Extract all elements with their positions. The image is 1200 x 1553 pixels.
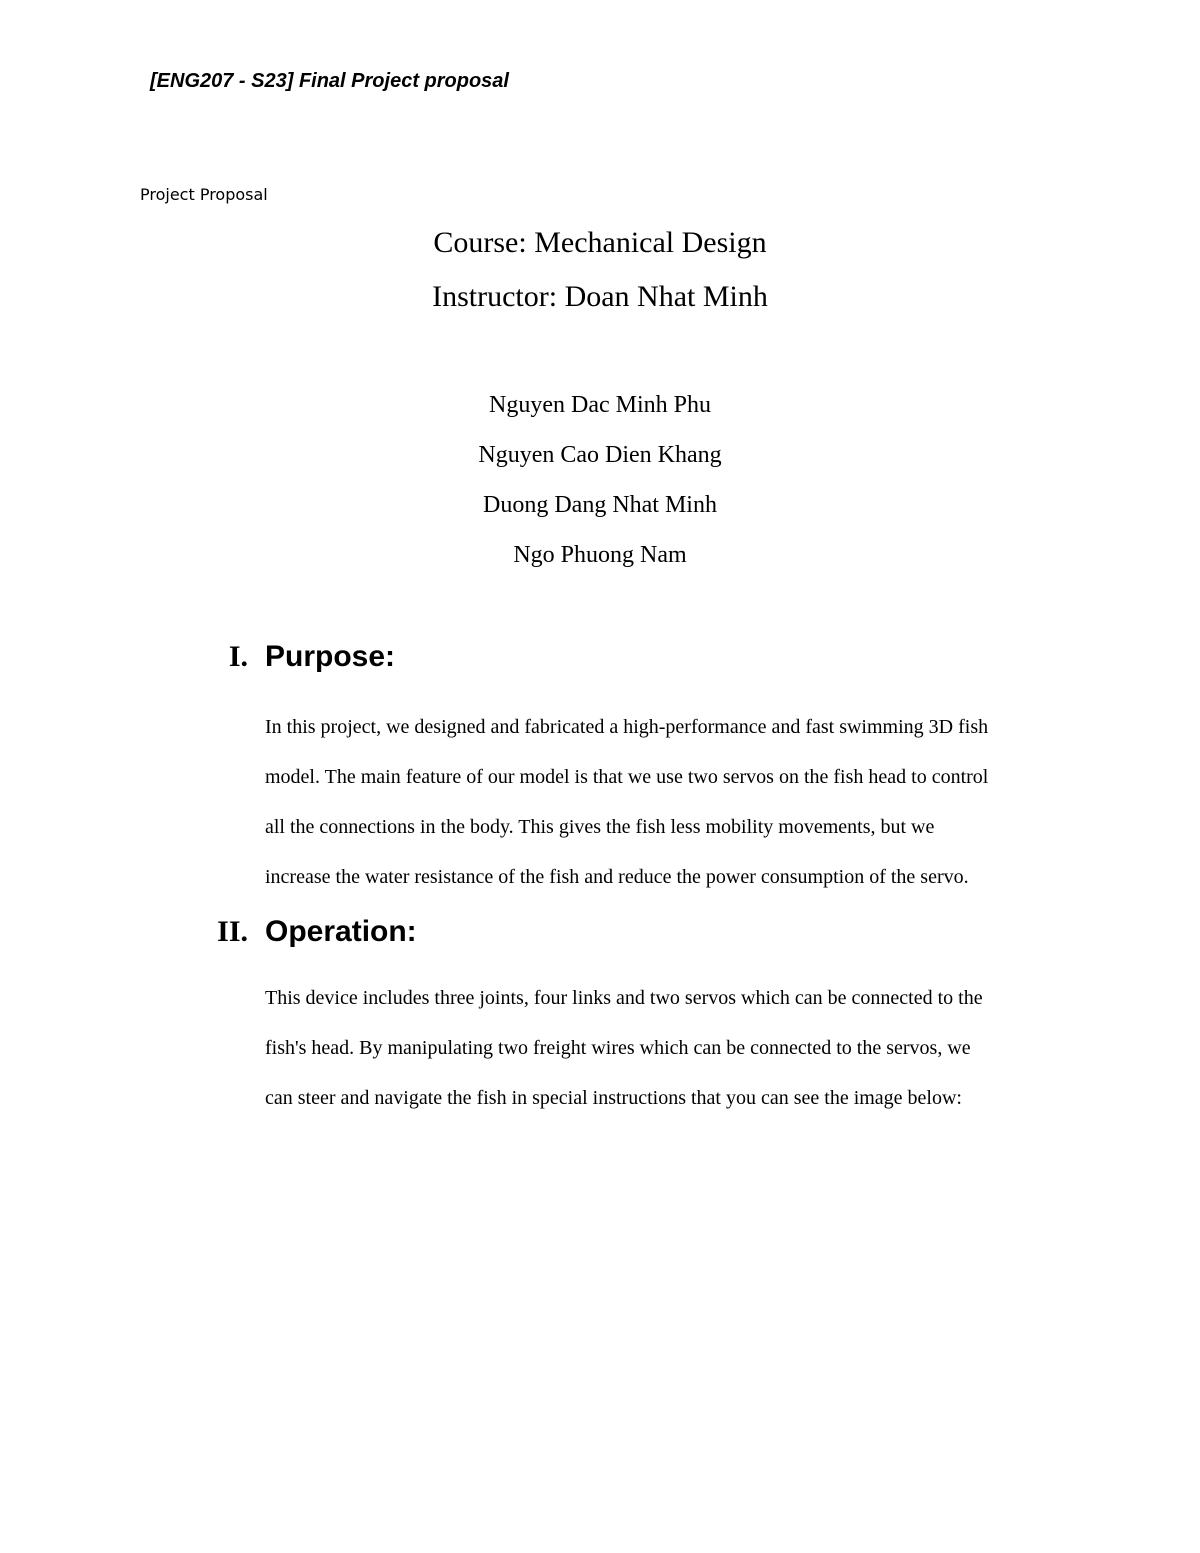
section-number-purpose: I. xyxy=(228,640,248,673)
operation-text-line: This device includes three joints, four links and two servos which can be connected to the xyxy=(265,987,983,1009)
section-number-operation: II. xyxy=(217,915,248,948)
course-line: Course: Mechanical Design xyxy=(433,226,767,259)
purpose-text-line: increase the water resistance of the fish and reduce the power consumption of the servo. xyxy=(265,866,969,888)
operation-text-line: fish's head. By manipulating two freight wires which can be connected to the servos, we xyxy=(265,1037,971,1059)
team-member: Nguyen Cao Dien Khang xyxy=(478,442,722,468)
purpose-text-line: all the connections in the body. This gives the fish less mobility movements, but we xyxy=(265,816,935,838)
section-heading-operation: Operation: xyxy=(265,915,417,948)
team-member: Nguyen Dac Minh Phu xyxy=(489,392,711,418)
operation-text-line: can steer and navigate the fish in special instructions that you can see the image below: xyxy=(265,1087,962,1109)
team-member: Duong Dang Nhat Minh xyxy=(483,492,717,518)
document-header-title: [ENG207 - S23] Final Project proposal xyxy=(150,70,509,92)
purpose-text-line: In this project, we designed and fabricated a high-performance and fast swimming 3D fish xyxy=(265,716,989,738)
section-heading-purpose: Purpose: xyxy=(265,640,396,673)
purpose-text-line: model. The main feature of our model is that we use two servos on the fish head to control xyxy=(265,766,989,788)
instructor-line: Instructor: Doan Nhat Minh xyxy=(432,280,768,313)
team-member: Ngo Phuong Nam xyxy=(513,542,687,568)
document-label: Project Proposal xyxy=(140,185,268,204)
